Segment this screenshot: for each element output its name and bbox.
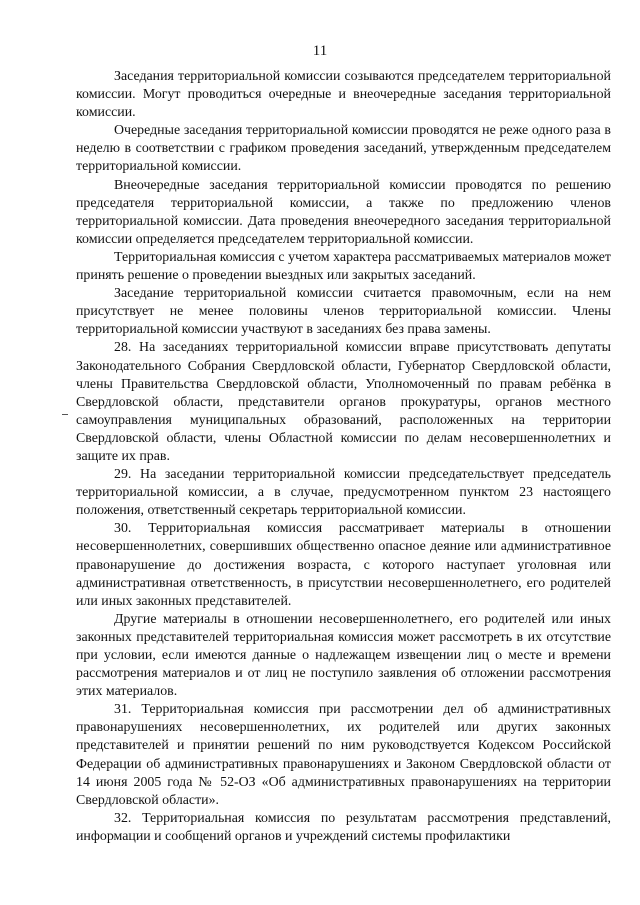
paragraph-regular-sessions: Очередные заседания территориальной комиссии проводятся не реже одного раза в неделю в соответствии с графиком проведения заседаний, утвержденным председателем территориальной комиссии.: [76, 123, 611, 175]
document-body: [76, 68, 611, 846]
paragraph-sessions-convened: Заседания территориальной комиссии созываются председателем территориальной комиссии. Могут проводиться очередные и внеочередные заседания территориальной комиссии.: [76, 69, 611, 121]
paragraph-29: 29. На заседании территориальной комиссии председательствует председатель территориальной комиссии, а в случае, предусмотренном пунктом 23 настоящего положения, ответственный секретарь территориальной комиссии.: [76, 467, 611, 519]
page-number: 11: [312, 43, 328, 59]
paragraph-28: 28. На заседаниях территориальной комиссии вправе присутствовать депутаты Законодательного Собрания Свердловской области, Губернатор Свердловской области, члены Правительства Свердловской области, Уполномоченный по правам ребёнка в Свердловской области, представители органов прокуратуры, органов местного самоуправления муниципальных образований, расположенных на территории Свердловской области, члены Областной комиссии по делам несовершеннолетних и защите их прав.: [76, 340, 611, 464]
paragraph-31: 31. Территориальная комиссия при рассмотрении дел об административных правонарушениях несовершеннолетних, их родителей или других законных представителей и принятии решений по ним руководствуется Кодексом Российской Федерации об административных правонарушениях и Законом Свердловской области от 14 июня 2005 года № 52-ОЗ «Об административных правонарушениях на территории Свердловской области».: [76, 702, 611, 808]
paragraph-32: 32. Территориальная комиссия по результатам рассмотрения представлений, информации и сообщений органов и учреждений системы профилактики: [76, 810, 611, 844]
margin-mark: [62, 414, 68, 415]
paragraph-extraordinary-sessions: Внеочередные заседания территориальной комиссии проводятся по решению председателя территориальной комиссии, а также по предложению членов территориальной комиссии. Дата проведения внеочередного заседания территориальной комиссии определяется председателем территориальной комиссии.: [76, 177, 611, 247]
paragraph-quorum: Заседание территориальной комиссии считается правомочным, если на нем присутствует не менее половины членов территориальной комиссии. Члены территориальной комиссии участвуют в заседаниях без права замены.: [76, 286, 611, 338]
paragraph-30: 30. Территориальная комиссия рассматривает материалы в отношении несовершеннолетних, совершивших общественно опасное деяние или административное правонарушение до достижения возраста, с которого наступает уголовная или административная ответственность, в присутствии несовершеннолетнего, его родителей или иных законных представителей.: [76, 521, 611, 609]
paragraph-30-other-materials: Другие материалы в отношении несовершеннолетнего, его родителей или иных законных представителей территориальная комиссия может рассмотреть в их отсутствие при условии, если имеются данные о надлежащем извещении лиц о месте и времени рассмотрения материалов и от лиц не поступило заявления об отложении рассмотрения этих материалов.: [76, 611, 611, 700]
paragraph-offsite-sessions: Территориальная комиссия с учетом характера рассматриваемых материалов может принять решение о проведении выездных или закрытых заседаний.: [76, 249, 611, 284]
